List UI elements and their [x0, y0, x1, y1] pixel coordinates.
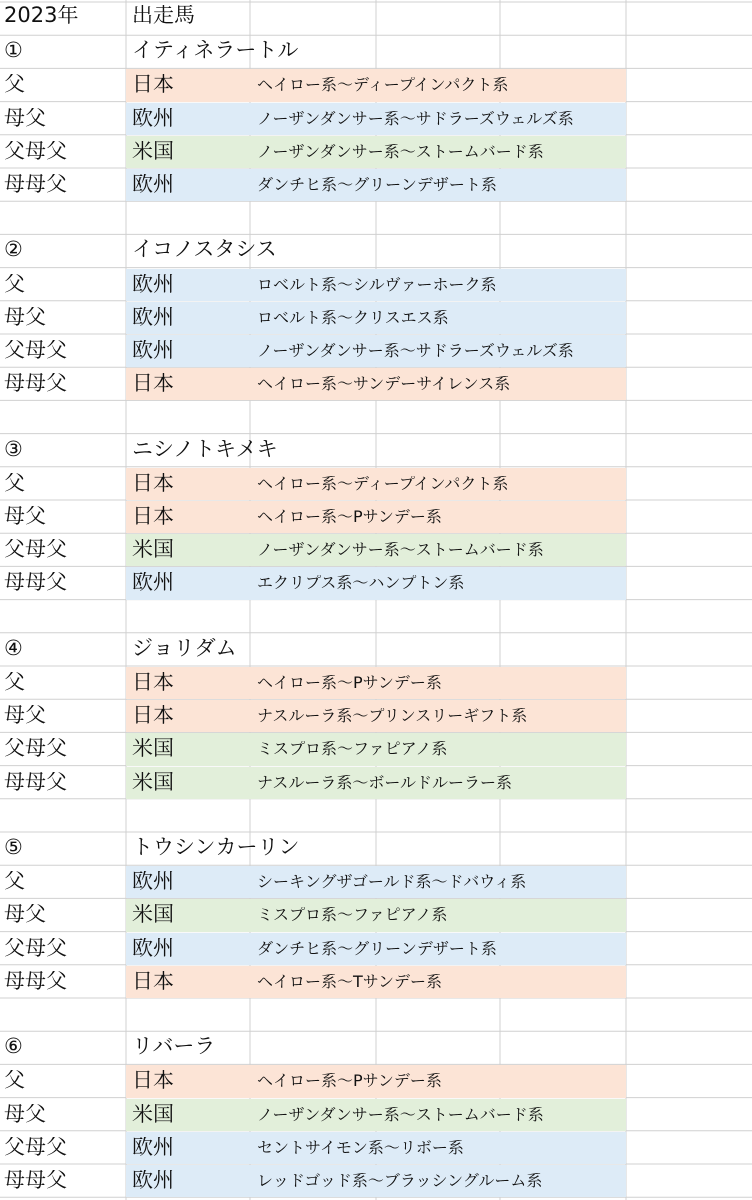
pedigree-role[interactable]: 父母父 [4, 539, 67, 562]
pedigree-role[interactable]: 父 [4, 871, 25, 894]
horse-number[interactable]: ① [4, 40, 23, 63]
sire-line[interactable]: ナスルーラ系〜ボールドルーラー系 [257, 774, 513, 792]
pedigree-role[interactable]: 父 [4, 472, 25, 495]
sire-line[interactable]: ダンチヒ系〜グリーンデザート系 [257, 940, 497, 958]
pedigree-role[interactable]: 父 [4, 1070, 25, 1093]
region-label[interactable]: 欧州 [132, 937, 174, 960]
horse-name[interactable]: ジョリダム [132, 637, 237, 660]
horse-number[interactable]: ⑥ [4, 1036, 23, 1059]
horse-name[interactable]: イコノスタシス [132, 239, 277, 262]
region-label[interactable]: 欧州 [132, 306, 174, 329]
region-label[interactable]: 日本 [132, 74, 174, 97]
pedigree-role[interactable]: 母父 [4, 107, 46, 130]
region-label[interactable]: 日本 [132, 970, 174, 993]
pedigree-role[interactable]: 父母父 [4, 1136, 67, 1159]
header-title-cell[interactable]: 出走馬 [132, 5, 195, 27]
region-label[interactable]: 欧州 [132, 572, 174, 595]
horse-name[interactable]: ニシノトキメキ [132, 438, 278, 461]
pedigree-role[interactable]: 母父 [4, 306, 46, 329]
sire-line[interactable]: ダンチヒ系〜グリーンデザート系 [257, 177, 497, 194]
region-label[interactable]: 日本 [132, 1070, 174, 1093]
horse-name[interactable]: トウシンカーリン [132, 837, 300, 859]
pedigree-role[interactable]: 父 [4, 273, 25, 296]
sire-line[interactable]: ノーザンダンサー系〜ストームバード系 [257, 542, 544, 560]
region-label[interactable]: 欧州 [132, 273, 174, 296]
sire-line[interactable]: ヘイロー系〜ディープインパクト系 [257, 475, 509, 493]
sire-line[interactable]: ミスプロ系〜ファピアノ系 [257, 741, 448, 759]
horse-number[interactable]: ④ [4, 637, 23, 660]
pedigree-role[interactable]: 母父 [4, 1103, 46, 1126]
sire-line[interactable]: ノーザンダンサー系〜サドラーズウェルズ系 [257, 343, 574, 360]
pedigree-role[interactable]: 父 [4, 74, 25, 97]
pedigree-role[interactable]: 父母父 [4, 340, 67, 362]
region-label[interactable]: 米国 [132, 904, 174, 927]
sire-line[interactable]: ヘイロー系〜サンデーサイレンス系 [257, 376, 511, 394]
sire-line[interactable]: ヘイロー系〜Pサンデー系 [257, 509, 442, 526]
pedigree-role[interactable]: 母父 [4, 506, 46, 528]
pedigree-role[interactable]: 母母父 [4, 373, 67, 396]
pedigree-role[interactable]: 母母父 [4, 174, 67, 196]
pedigree-role[interactable]: 母父 [4, 705, 46, 728]
region-label[interactable]: 日本 [132, 705, 174, 728]
region-label[interactable]: 欧州 [132, 340, 174, 362]
sire-line[interactable]: ヘイロー系〜ディープインパクト系 [257, 77, 509, 95]
sire-line[interactable]: ヘイロー系〜Pサンデー系 [257, 675, 442, 692]
region-label[interactable]: 欧州 [132, 174, 174, 196]
sire-line[interactable]: ヘイロー系〜Tサンデー系 [257, 973, 442, 991]
region-label[interactable]: 欧州 [132, 1170, 174, 1192]
region-label[interactable]: 日本 [132, 472, 174, 495]
pedigree-role[interactable]: 母母父 [4, 970, 67, 993]
sire-line[interactable]: セントサイモン系〜リボー系 [257, 1139, 464, 1157]
region-label[interactable]: 米国 [132, 771, 174, 794]
sire-line[interactable]: シーキングザゴールド系〜ドバウィ系 [257, 874, 527, 892]
horse-number[interactable]: ⑤ [4, 837, 23, 859]
pedigree-role[interactable]: 母父 [4, 904, 46, 927]
sire-line[interactable]: レッドゴッド系〜ブラッシングルーム系 [257, 1173, 543, 1190]
sire-line[interactable]: ロベルト系〜シルヴァーホーク系 [257, 276, 497, 294]
sire-line[interactable]: エクリプス系〜ハンプトン系 [257, 575, 465, 593]
horse-name[interactable]: リバーラ [132, 1036, 216, 1059]
pedigree-role[interactable]: 母母父 [4, 572, 67, 595]
horse-number[interactable]: ② [4, 239, 23, 262]
region-label[interactable]: 欧州 [132, 1136, 174, 1159]
sire-line[interactable]: ノーザンダンサー系〜サドラーズウェルズ系 [257, 110, 574, 128]
region-label[interactable]: 欧州 [132, 107, 174, 130]
sire-line[interactable]: ノーザンダンサー系〜ストームバード系 [257, 1106, 544, 1124]
pedigree-role[interactable]: 父母父 [4, 738, 67, 761]
sire-line[interactable]: ミスプロ系〜ファピアノ系 [257, 907, 448, 925]
sire-line[interactable]: ナスルーラ系〜プリンスリーギフト系 [257, 708, 528, 726]
region-label[interactable]: 日本 [132, 672, 174, 694]
region-label[interactable]: 米国 [132, 539, 174, 562]
horse-name[interactable]: イティネラートル [132, 40, 299, 63]
region-label[interactable]: 日本 [132, 373, 174, 396]
region-label[interactable]: 米国 [132, 738, 174, 761]
sire-line[interactable]: ノーザンダンサー系〜ストームバード系 [257, 143, 544, 161]
region-label[interactable]: 米国 [132, 1103, 174, 1126]
region-label[interactable]: 日本 [132, 506, 174, 528]
pedigree-role[interactable]: 父母父 [4, 140, 67, 163]
pedigree-role[interactable]: 母母父 [4, 771, 67, 794]
region-label[interactable]: 米国 [132, 140, 174, 163]
horse-number[interactable]: ③ [4, 438, 23, 461]
pedigree-role[interactable]: 母母父 [4, 1170, 67, 1192]
pedigree-role[interactable]: 父母父 [4, 937, 67, 960]
pedigree-role[interactable]: 父 [4, 672, 25, 694]
sire-line[interactable]: ヘイロー系〜Pサンデー系 [257, 1073, 442, 1091]
sire-line[interactable]: ロベルト系〜クリスエス系 [257, 309, 449, 327]
region-label[interactable]: 欧州 [132, 871, 174, 894]
year-cell[interactable]: 2023年 [4, 5, 79, 27]
